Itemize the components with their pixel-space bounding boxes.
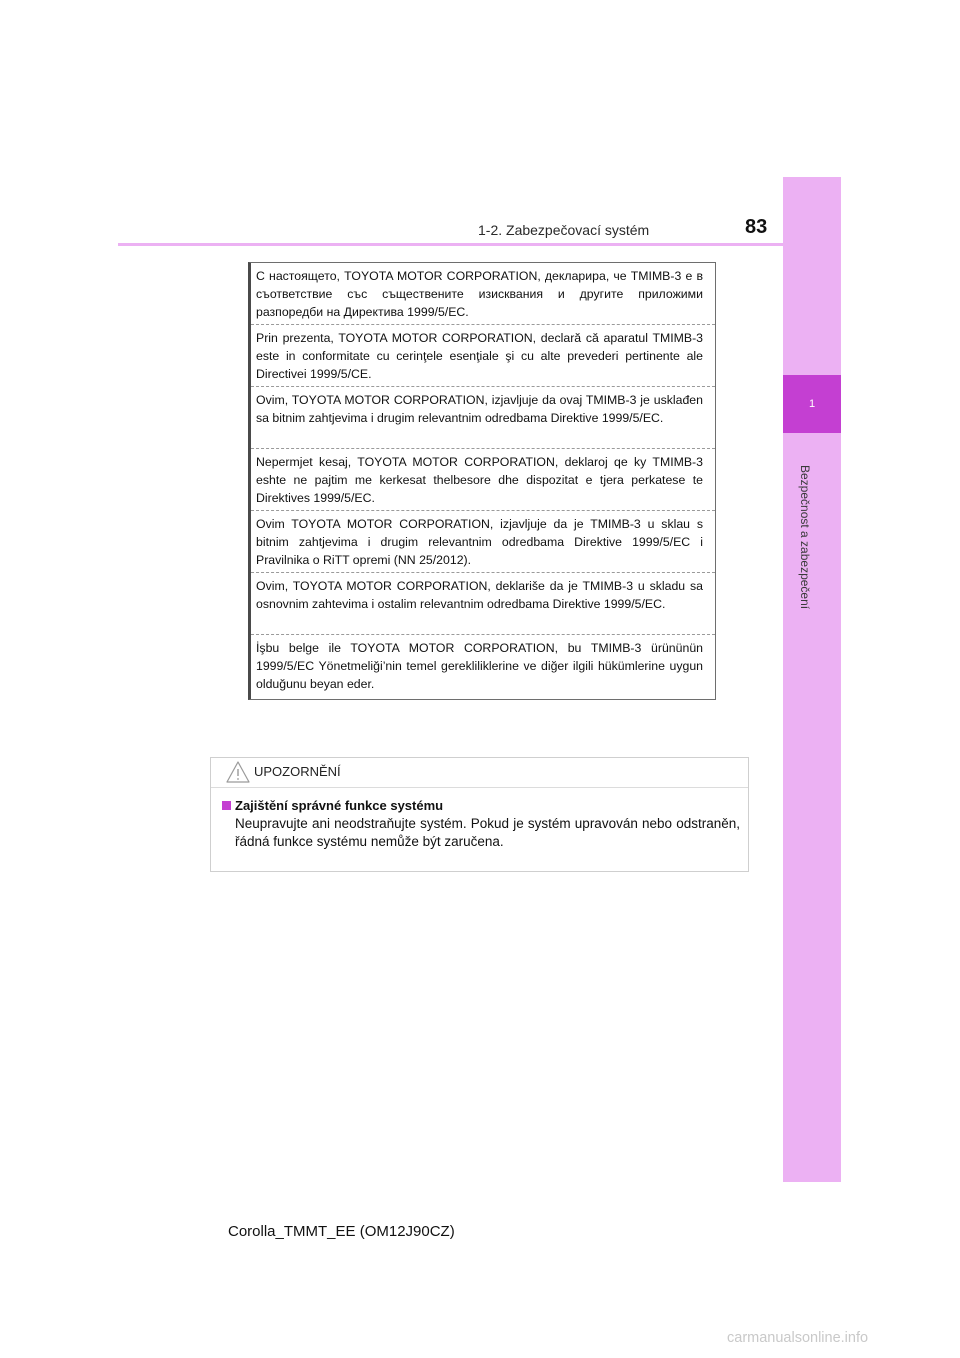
chapter-title: Bezpečnost a zabezpečení <box>798 465 812 610</box>
warning-box <box>210 757 749 872</box>
warning-subheading-text: Zajištění správné funkce systému <box>235 798 444 813</box>
watermark: carmanualsonline.info <box>727 1330 869 1346</box>
chapter-side-tab <box>783 177 841 1182</box>
chapter-number: 1 <box>783 375 841 433</box>
warning-header <box>211 758 748 788</box>
declarations-box <box>248 262 716 700</box>
warning-title: UPOZORNĚNÍ <box>254 764 341 779</box>
header-rule <box>118 243 841 246</box>
declaration-serbian: Ovim, TOYOTA MOTOR CORPORATION, deklariše da je TMIMB-3 u skladu sa osnovnim zahtevima i ostalim relevantnim odredbama Direktive 1999/5/EC. <box>251 573 715 635</box>
bullet-square-icon <box>222 801 231 810</box>
declaration-turkish: İşbu belge ile TOYOTA MOTOR CORPORATION, bu TMIMB-3 ürününün 1999/5/EC Yönetmeliği’nin temel gerekliliklerine ve diğer ilgili hükümlerine uygun olduğunu beyan eder. <box>256 641 703 691</box>
warning-body <box>211 788 748 851</box>
declaration-albanian: Nepermjet kesaj, TOYOTA MOTOR CORPORATION, deklaroj qe ky TMIMB-3 eshte ne pajtim me kerkesat thelbesore dhe dispozitat e tjera perkatese te Direktives 1999/5/EC. <box>251 449 715 511</box>
page-number: 83 <box>745 216 768 238</box>
section-title: 1-2. Zabezpečovací systém <box>478 222 650 238</box>
declaration-croatian: Ovim TOYOTA MOTOR CORPORATION, izjavljuje da je TMIMB-3 u sklau s bitnim zahtjevima i drugim relevantnim odredbama Direktive 1999/5/EC i Pravilnika o RiTT opremi (NN 25/2012). <box>251 511 715 573</box>
warning-text: Neupravujte ani neodstraňujte systém. Pokud je systém upravován nebo odstraněn, řádná funkce systému nemůže být zaručena. <box>235 816 740 849</box>
warning-subheading <box>222 798 740 813</box>
declaration-romanian: Prin prezenta, TOYOTA MOTOR CORPORATION, declară că aparatul TMIMB-3 este in conformitate cu cerinţele esenţiale şi cu alte prevederi pertinente ale Directivei 1999/5/CE. <box>251 325 715 387</box>
manual-id: Corolla_TMMT_EE (OM12J90CZ) <box>228 1223 455 1240</box>
declaration-bosnian: Ovim, TOYOTA MOTOR CORPORATION, izjavljuje da ovaj TMIMB-3 je usklađen sa bitnim zahtjevima i drugim relevantnim odredbama Direktive 1999/5/EC. <box>251 387 715 449</box>
warning-triangle-icon <box>225 760 251 784</box>
declaration-bulgarian: С настоящето, TOYOTA MOTOR CORPORATION, декларира, че TMIMB-3 е в съответствие със съществените изисквания и другите приложими разпоредби на Директива 1999/5/EC. <box>251 263 715 325</box>
